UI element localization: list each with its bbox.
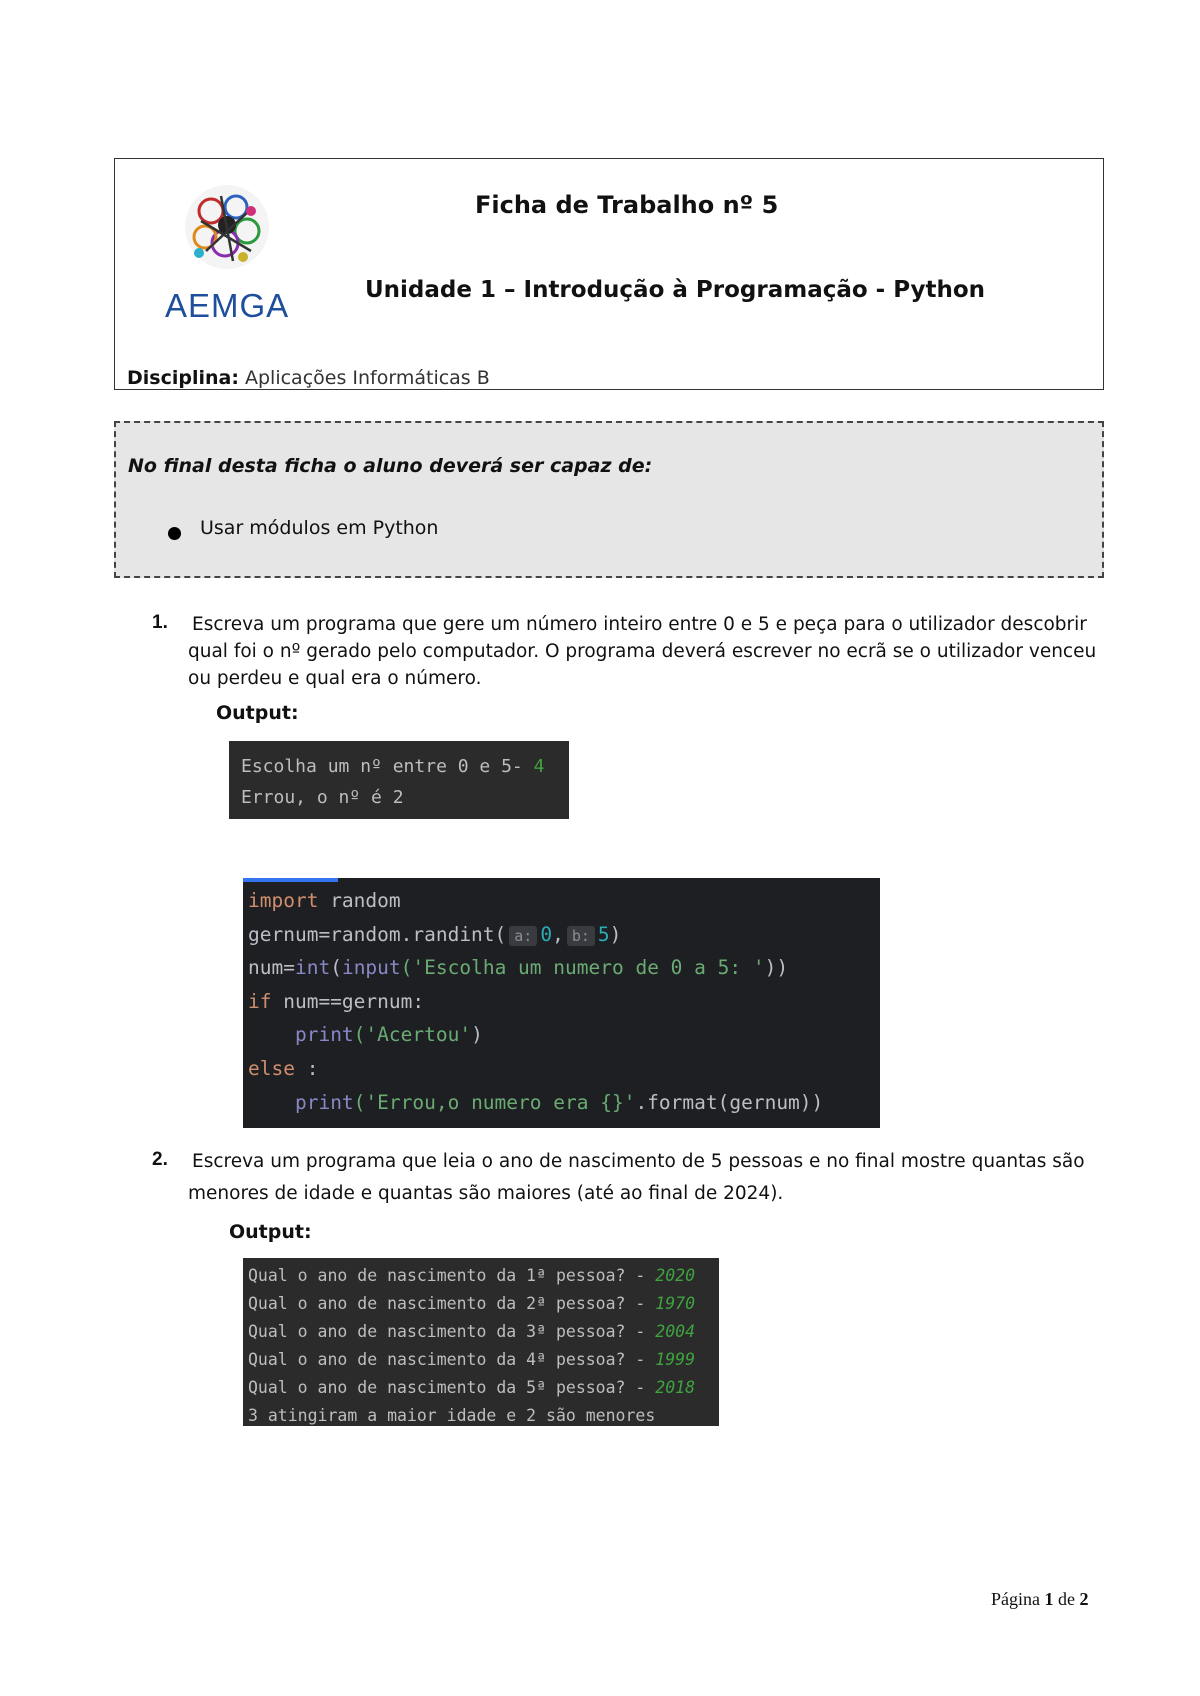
worksheet-title: Ficha de Trabalho nº 5 (475, 191, 779, 219)
code-builtin: print (294, 1090, 354, 1114)
exercise-1-line-2: qual foi o nº gerado pelo computador. O programa deverá escrever no ecrã se o utilizador venceu (188, 641, 1097, 662)
objectives-box (114, 421, 1104, 578)
code-builtin: input (341, 956, 401, 980)
objectives-title: No final desta ficha o aluno deverá ser capaz de: (128, 455, 653, 477)
exercise-2-line-1: Escreva um programa que leia o ano de nascimento de 5 pessoas e no final mostre quantas são (192, 1151, 1085, 1172)
terminal-input: 2004 (655, 1322, 696, 1341)
exercise-2-terminal (243, 1258, 719, 1426)
terminal-prompt: Escolha um nº entre 0 e 5- (241, 756, 534, 777)
code-text: gernum=random.randint( (248, 922, 507, 946)
code-line-5 (248, 1018, 875, 1052)
footer-of-word: de (1058, 1589, 1075, 1609)
editor-tab-indicator (243, 878, 338, 882)
code-string: ('Escolha um numero de 0 a 5: ' (400, 956, 765, 980)
exercise-1-number: 1. (152, 612, 168, 633)
terminal-input: 1970 (655, 1294, 696, 1313)
terminal-prompt: Qual o ano de nascimento da 4ª pessoa? - (248, 1350, 656, 1369)
terminal-input: 2020 (655, 1266, 696, 1285)
code-string: ('Acertou' (353, 1023, 472, 1047)
exercise-1-output-label: Output: (216, 702, 299, 724)
code-text: ( (330, 956, 342, 980)
terminal-prompt: Qual o ano de nascimento da 2ª pessoa? - (248, 1294, 656, 1313)
code-text: random (318, 889, 401, 912)
terminal-result: Errou, o nº é 2 (241, 787, 404, 808)
code-text: num==gernum: (271, 989, 425, 1013)
unit-subtitle: Unidade 1 – Introdução à Programação - Python (365, 277, 986, 303)
code-text: ) (609, 922, 622, 946)
terminal-input: 4 (533, 756, 545, 777)
code-line-6 (248, 1052, 875, 1086)
logo-text: AEMGA (165, 287, 290, 324)
terminal-row (248, 1374, 714, 1402)
terminal-row (248, 1262, 714, 1290)
bullet-icon (168, 527, 181, 540)
objective-item: Usar módulos em Python (200, 517, 439, 539)
code-builtin: print (294, 1023, 354, 1047)
terminal-line (241, 751, 557, 782)
code-line-1 (248, 884, 875, 918)
code-builtin: int (294, 956, 331, 980)
terminal-prompt: Qual o ano de nascimento da 1ª pessoa? - (248, 1266, 656, 1285)
footer-page-total: 2 (1079, 1589, 1089, 1609)
code-number: 0 (540, 922, 553, 946)
footer-page-number: 1 (1044, 1589, 1054, 1609)
code-line-3 (248, 951, 875, 985)
discipline-value: Aplicações Informáticas B (245, 367, 490, 389)
code-line-4 (248, 985, 875, 1019)
code-string: ('Errou,o numero era {}' (353, 1090, 636, 1114)
exercise-1-line-1: Escreva um programa que gere um número inteiro entre 0 e 5 e peça para o utilizador descobrir (192, 614, 1087, 635)
code-text: num= (248, 956, 295, 980)
terminal-input: 2018 (655, 1378, 696, 1397)
code-text: , (552, 922, 564, 946)
school-logo-emblem (181, 181, 273, 273)
code-indent (248, 1091, 295, 1114)
footer-page-word: Página (991, 1589, 1040, 1609)
param-hint: b: (567, 926, 595, 946)
code-text: )) (764, 956, 789, 980)
code-indent (248, 1023, 295, 1046)
code-keyword: else (248, 1056, 295, 1080)
exercise-2-line-2: menores de idade e quantas são maiores (até ao final de 2024). (188, 1183, 784, 1204)
exercise-1-terminal (229, 741, 569, 819)
terminal-prompt: Qual o ano de nascimento da 3ª pessoa? - (248, 1322, 656, 1341)
code-number: 5 (597, 922, 610, 946)
terminal-prompt: Qual o ano de nascimento da 5ª pessoa? - (248, 1378, 656, 1397)
terminal-input: 1999 (655, 1350, 696, 1369)
terminal-row (248, 1346, 714, 1374)
code-line-2 (248, 918, 875, 952)
terminal-row (248, 1318, 714, 1346)
code-keyword: import (248, 889, 319, 912)
code-keyword: if (248, 989, 272, 1013)
terminal-row (248, 1290, 714, 1318)
code-text: ) (471, 1023, 483, 1047)
exercise-1-line-3: ou perdeu e qual era o número. (188, 668, 482, 689)
code-line-7 (248, 1086, 875, 1120)
code-text: .format(gernum)) (635, 1090, 824, 1114)
discipline-line (127, 367, 490, 389)
code-text: : (294, 1056, 319, 1080)
header-box (114, 158, 1104, 390)
exercise-2-number: 2. (152, 1149, 168, 1170)
page-footer (991, 1589, 1089, 1610)
exercise-2-output-label: Output: (229, 1221, 312, 1243)
discipline-label: Disciplina: (127, 367, 239, 389)
param-hint: a: (509, 926, 537, 946)
exercise-1-code-editor (243, 878, 880, 1128)
terminal-summary: 3 atingiram a maior idade e 2 são menores (248, 1406, 656, 1425)
